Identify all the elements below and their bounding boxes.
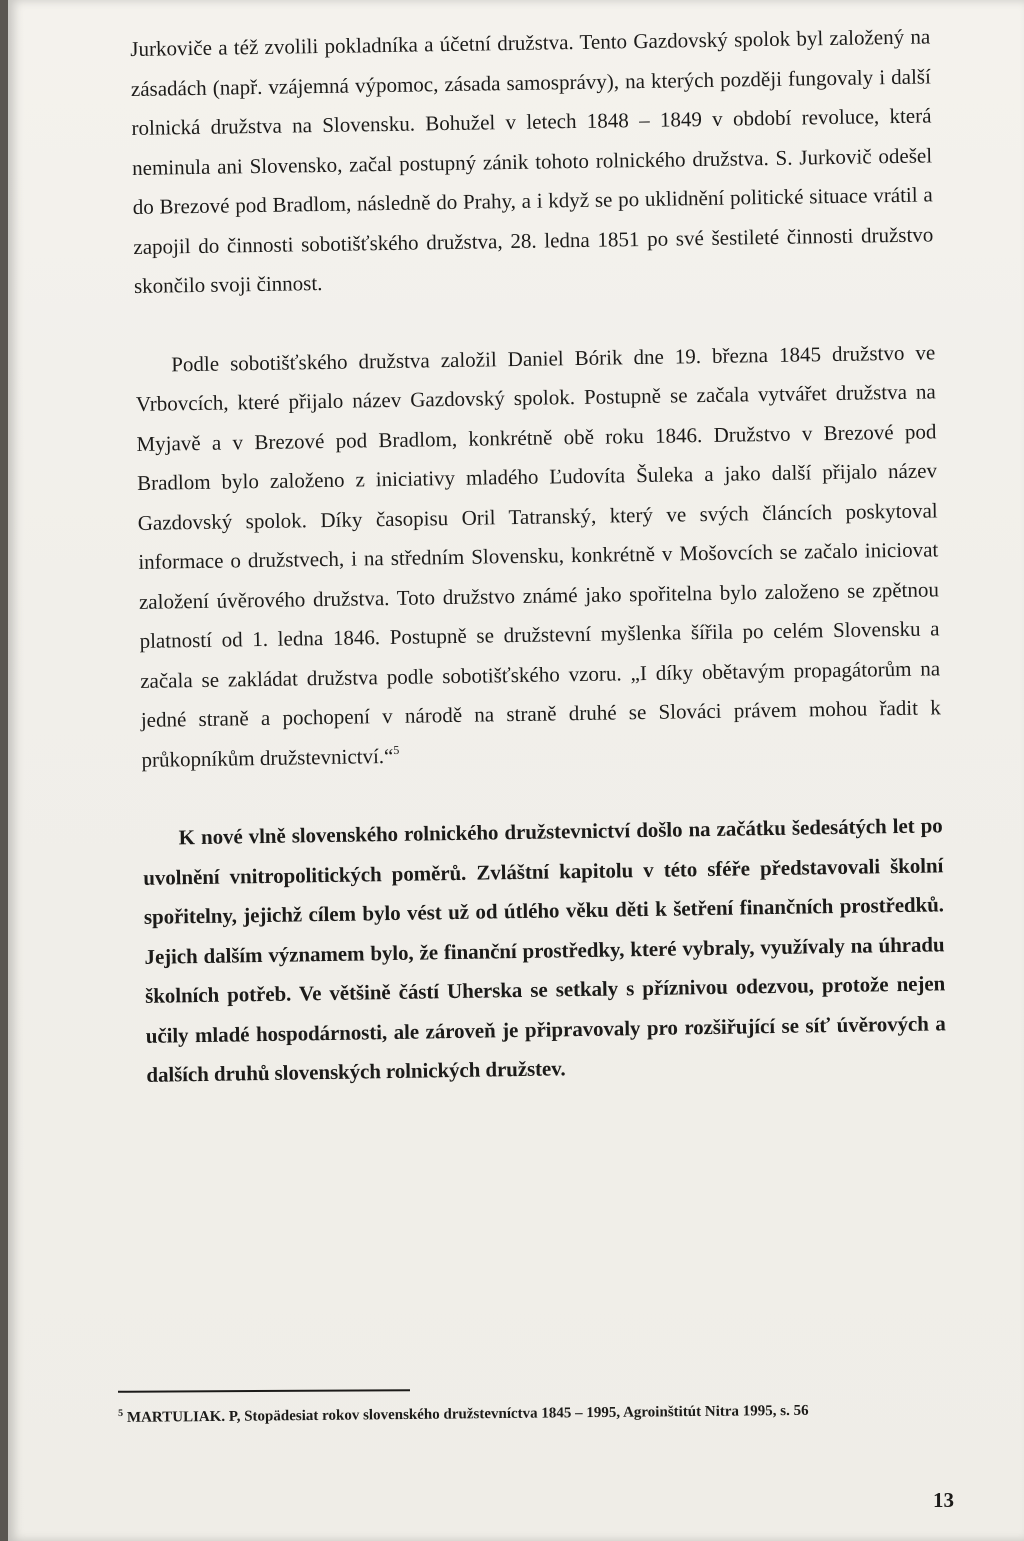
paragraph-2: [135, 333, 942, 780]
footnote-text: MARTULIAK. P, Stopädesiat rokov slovenského družstevníctva 1845 – 1995, Agroinštitút Nitra 1995, s. 56: [126, 1402, 809, 1426]
paragraph-3: K nové vlně slovenského rolnického družstevnictví došlo na začátku šedesátých let po uvolnění vnitropolitických poměrů. Zvláštní kapitolu v této sféře představovali školní spořitelny, jejichž cílem bylo vést už od útlého věku děti k šetření finančních prostředků. Jejich dalším významem bylo, že finanční prostředky, které vybraly, využívaly na úhradu školních potřeb. Ve většině částí Uherska se setkaly s příznivou odezvou, protože nejen učily mladé hospodárnosti, ale zároveň je připravovaly pro rozšiřující se síť úvěrových a dalších druhů slovenských rolnických družstev.: [143, 813, 946, 1087]
paragraph-2-text: Podle sobotišťského družstva založil Daniel Bórik dne 19. března 1845 družstvo ve Vrbovcích, které přijalo název Gazdovský spolok. Postupně se začala vytvářet družstva na Myjavě a v Brezové pod Bradlom, konkrétně obě roku 1846. Družstvo v Brezové pod Bradlom bylo založeno z iniciativy mladého Ľudovíta Šuleka a jako další přijalo název Gazdovský spolok. Díky časopisu Oril Tatranský, který ve svých článcích poskytoval informace o družstvech, i na středním Slovensku, konkrétně v Mošovcích se začalo iniciovat založení úvěrového družstva. Toto družstvo známé jako spořitelna bylo založeno se zpětnou platností od 1. ledna 1846. Postupně se družstevní myšlenka šířila po celém Slovensku a začala se zakládat družstva podle sobotišťského vzoru. „I díky obětavým propagátorům na jedné straně a pochopení v národě na straně druhé se Slováci právem mohou řadit k průkopníkům družstevnictví.“: [135, 339, 941, 772]
paragraph-1: Jurkoviče a též zvolili pokladníka a účetní družstva. Tento Gazdovský spolok byl založený na zásadách (např. vzájemná výpomoc, zásada samosprávy), na kterých později fungovaly i další rolnická družstva na Slovensku. Bohužel v letech 1848 – 1849 v období revoluce, která neminula ani Slovensko, začal postupný zánik tohoto rolnického družstva. S. Jurkovič odešel do Brezové pod Bradlom, následně do Prahy, a i když se po uklidnění politické situace vrátil a zapojil do činnosti sobotišťského družstva, 28. ledna 1851 po své šestileté činnosti družstvo skončilo svoji činnost.: [130, 24, 934, 298]
document-page: [8, 0, 1024, 1541]
page-number: 13: [933, 1488, 954, 1512]
footnote-divider: [118, 1389, 410, 1393]
footnote: [118, 1395, 938, 1432]
footnote-number: 5: [118, 1407, 124, 1419]
footnote-reference: 5: [393, 742, 400, 757]
main-text: [130, 17, 947, 1095]
